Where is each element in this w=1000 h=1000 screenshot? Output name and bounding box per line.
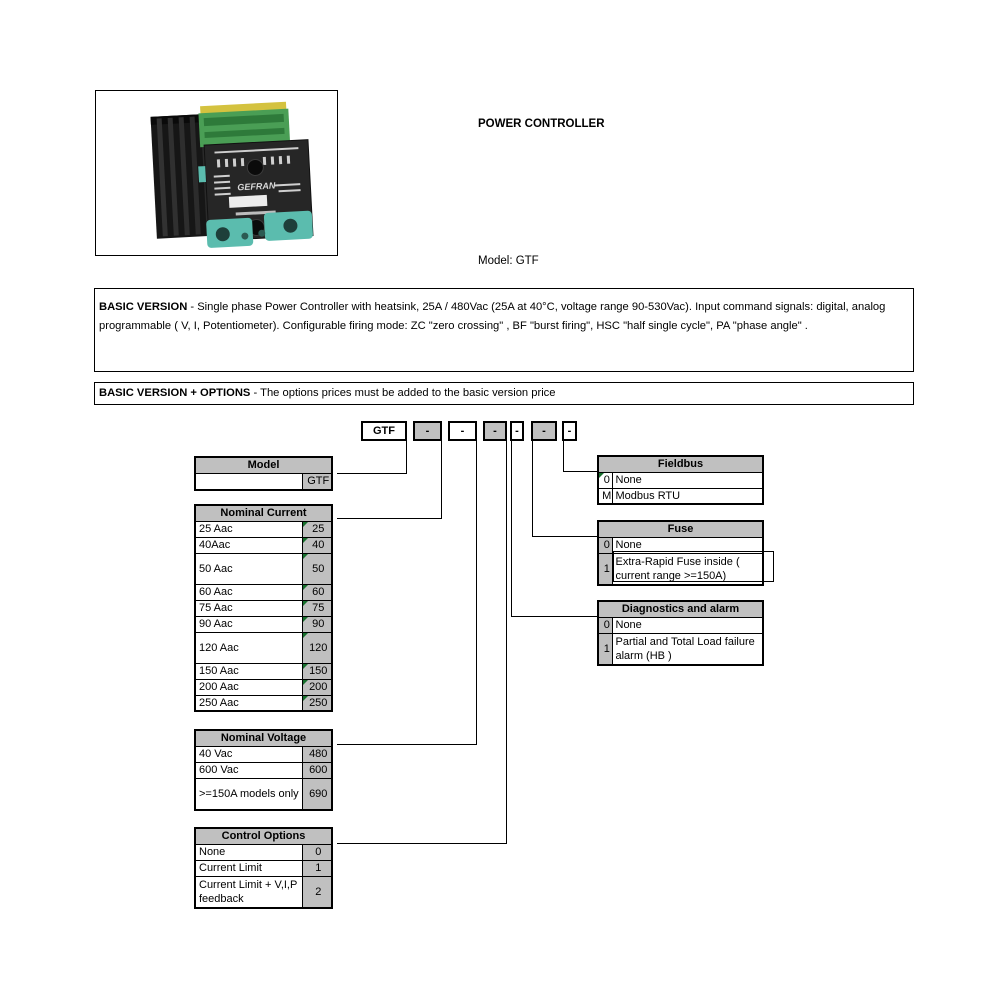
fieldbus-title: Fieldbus (598, 456, 763, 472)
order-code-box-diagnostics: - (510, 421, 524, 441)
product-photo-frame (95, 90, 338, 256)
model-table-title: Model (195, 457, 332, 473)
current-value-text: 40 (312, 539, 325, 551)
table-row (195, 537, 332, 553)
voltage-label: 600 Vac (195, 762, 302, 778)
order-code-box-fieldbus: - (562, 421, 577, 441)
table-row (195, 521, 332, 537)
connector-current-h (337, 518, 442, 519)
voltage-value: 600 (302, 762, 332, 778)
comment-triangle (303, 617, 308, 622)
control-value: 0 (302, 844, 332, 860)
current-value (302, 584, 332, 600)
fieldbus-label: Modbus RTU (612, 488, 763, 504)
options-banner-text: - The options prices must be added to the basic version price (250, 387, 556, 399)
connector-diagnostics-v (511, 441, 512, 617)
control-options-title: Control Options (195, 828, 332, 844)
brand-label: GEFRAN (237, 180, 276, 193)
connector-fieldbus-v (563, 441, 564, 472)
connector-voltage-v (476, 441, 477, 745)
fieldbus-code (598, 472, 612, 488)
basic-version-text: - Single phase Power Controller with heatsink, 25A / 480Vac (25A at 40°C, voltage range 90-530Vac). Input command signals: digital, analog programmable ( V, I, Potentiometer). Configurable firing mode: ZC "zero crossing" , BF "burst firing", HSC "half single cycle", PA "phase angle" . (99, 301, 886, 332)
current-value-text: 75 (312, 602, 325, 614)
current-value (302, 537, 332, 553)
options-banner-label: BASIC VERSION + OPTIONS (99, 387, 251, 399)
fuse-label: None (612, 537, 763, 553)
current-label: 200 Aac (195, 679, 302, 695)
comment-triangle (303, 522, 308, 527)
current-label: 150 Aac (195, 663, 302, 679)
fuse-code: 1 (598, 553, 612, 585)
table-row (195, 695, 332, 711)
page-title: POWER CONTROLLER (478, 118, 605, 130)
nominal-voltage-table (194, 729, 333, 811)
control-label: Current Limit (195, 860, 302, 876)
fuse-overlay-rectangle (613, 551, 774, 582)
connector-control-v (506, 441, 507, 844)
current-value (302, 521, 332, 537)
table-row (195, 778, 332, 810)
connector-model-v (406, 441, 407, 473)
table-row (195, 876, 332, 908)
comment-triangle (303, 554, 308, 559)
fieldbus-label: None (612, 472, 763, 488)
current-label: 40Aac (195, 537, 302, 553)
control-label: Current Limit + V,I,P feedback (195, 876, 302, 908)
table-row (195, 663, 332, 679)
basic-version-label: BASIC VERSION (99, 301, 188, 313)
order-code-box-fuse: - (531, 421, 557, 441)
model-value-cell: GTF (302, 473, 332, 490)
fuse-label: Extra-Rapid Fuse inside ( current range >=150A) (612, 553, 763, 585)
current-value-text: 25 (312, 523, 325, 535)
current-value-text: 60 (312, 586, 325, 598)
fuse-code: 0 (598, 537, 612, 553)
connector-fuse-h (532, 536, 597, 537)
current-value (302, 616, 332, 632)
fuse-title: Fuse (598, 521, 763, 537)
control-value: 2 (302, 876, 332, 908)
order-code-box-model: GTF (361, 421, 407, 441)
table-row (195, 600, 332, 616)
table-row (195, 844, 332, 860)
options-banner (94, 382, 914, 405)
table-row (598, 488, 763, 504)
diagnostics-title: Diagnostics and alarm (598, 601, 763, 617)
current-value (302, 663, 332, 679)
current-value-text: 250 (309, 696, 328, 709)
current-value-text: 90 (312, 618, 325, 630)
current-value (302, 600, 332, 616)
model-table (194, 456, 333, 491)
current-label: 60 Aac (195, 584, 302, 600)
table-row (195, 584, 332, 600)
voltage-label: >=150A models only (195, 778, 302, 810)
comment-triangle (303, 633, 308, 638)
current-label: 50 Aac (195, 553, 302, 584)
current-label: 75 Aac (195, 600, 302, 616)
connector-fieldbus-h (563, 471, 597, 472)
comment-triangle (303, 585, 308, 590)
current-value (302, 553, 332, 584)
current-label: 250 Aac (195, 695, 302, 711)
table-row (195, 473, 332, 490)
comment-triangle (303, 680, 308, 685)
table-row (195, 860, 332, 876)
comment-triangle (303, 664, 308, 669)
control-options-table (194, 827, 333, 909)
control-label: None (195, 844, 302, 860)
nominal-voltage-title: Nominal Voltage (195, 730, 332, 746)
fieldbus-code: M (598, 488, 612, 504)
table-row (195, 632, 332, 663)
product-photo (96, 91, 337, 255)
current-label: 25 Aac (195, 521, 302, 537)
model-line: Model: GTF (478, 255, 539, 267)
current-value (302, 632, 332, 663)
connector-diagnostics-h (511, 616, 597, 617)
order-code-box-control: - (483, 421, 507, 441)
order-code-box-current: - (413, 421, 442, 441)
current-value (302, 695, 332, 711)
nominal-current-table (194, 504, 333, 712)
diagnostics-code: 1 (598, 633, 612, 665)
connector-control-h (337, 843, 507, 844)
comment-triangle (303, 696, 308, 701)
current-label: 120 Aac (195, 632, 302, 663)
comment-triangle (303, 538, 308, 543)
fieldbus-table (597, 455, 764, 505)
nominal-current-title: Nominal Current (195, 505, 332, 521)
voltage-value: 690 (302, 778, 332, 810)
connector-voltage-h (337, 744, 477, 745)
comment-triangle (303, 601, 308, 606)
current-value (302, 679, 332, 695)
connector-fuse-v (532, 441, 533, 537)
table-row (195, 616, 332, 632)
diagnostics-table (597, 600, 764, 666)
current-label: 90 Aac (195, 616, 302, 632)
diagnostics-label: Partial and Total Load failure alarm (HB ) (612, 633, 763, 665)
connector-model-h (337, 473, 407, 474)
current-value-text: 120 (309, 641, 328, 654)
current-value-text: 200 (309, 681, 328, 693)
table-row (195, 679, 332, 695)
control-value: 1 (302, 860, 332, 876)
diagnostics-label: None (612, 617, 763, 633)
model-label-cell (195, 473, 302, 490)
order-code-box-voltage: - (448, 421, 477, 441)
current-value-text: 50 (312, 562, 325, 575)
basic-version-box (94, 288, 914, 372)
connector-current-v (441, 441, 442, 519)
fieldbus-code-text: 0 (603, 474, 610, 486)
table-row (598, 617, 763, 633)
table-row (195, 746, 332, 762)
comment-triangle (599, 473, 604, 478)
diagnostics-code: 0 (598, 617, 612, 633)
voltage-label: 40 Vac (195, 746, 302, 762)
table-row (598, 472, 763, 488)
table-row (195, 553, 332, 584)
voltage-value: 480 (302, 746, 332, 762)
current-value-text: 150 (309, 665, 328, 677)
table-row (598, 633, 763, 665)
table-row (195, 762, 332, 778)
